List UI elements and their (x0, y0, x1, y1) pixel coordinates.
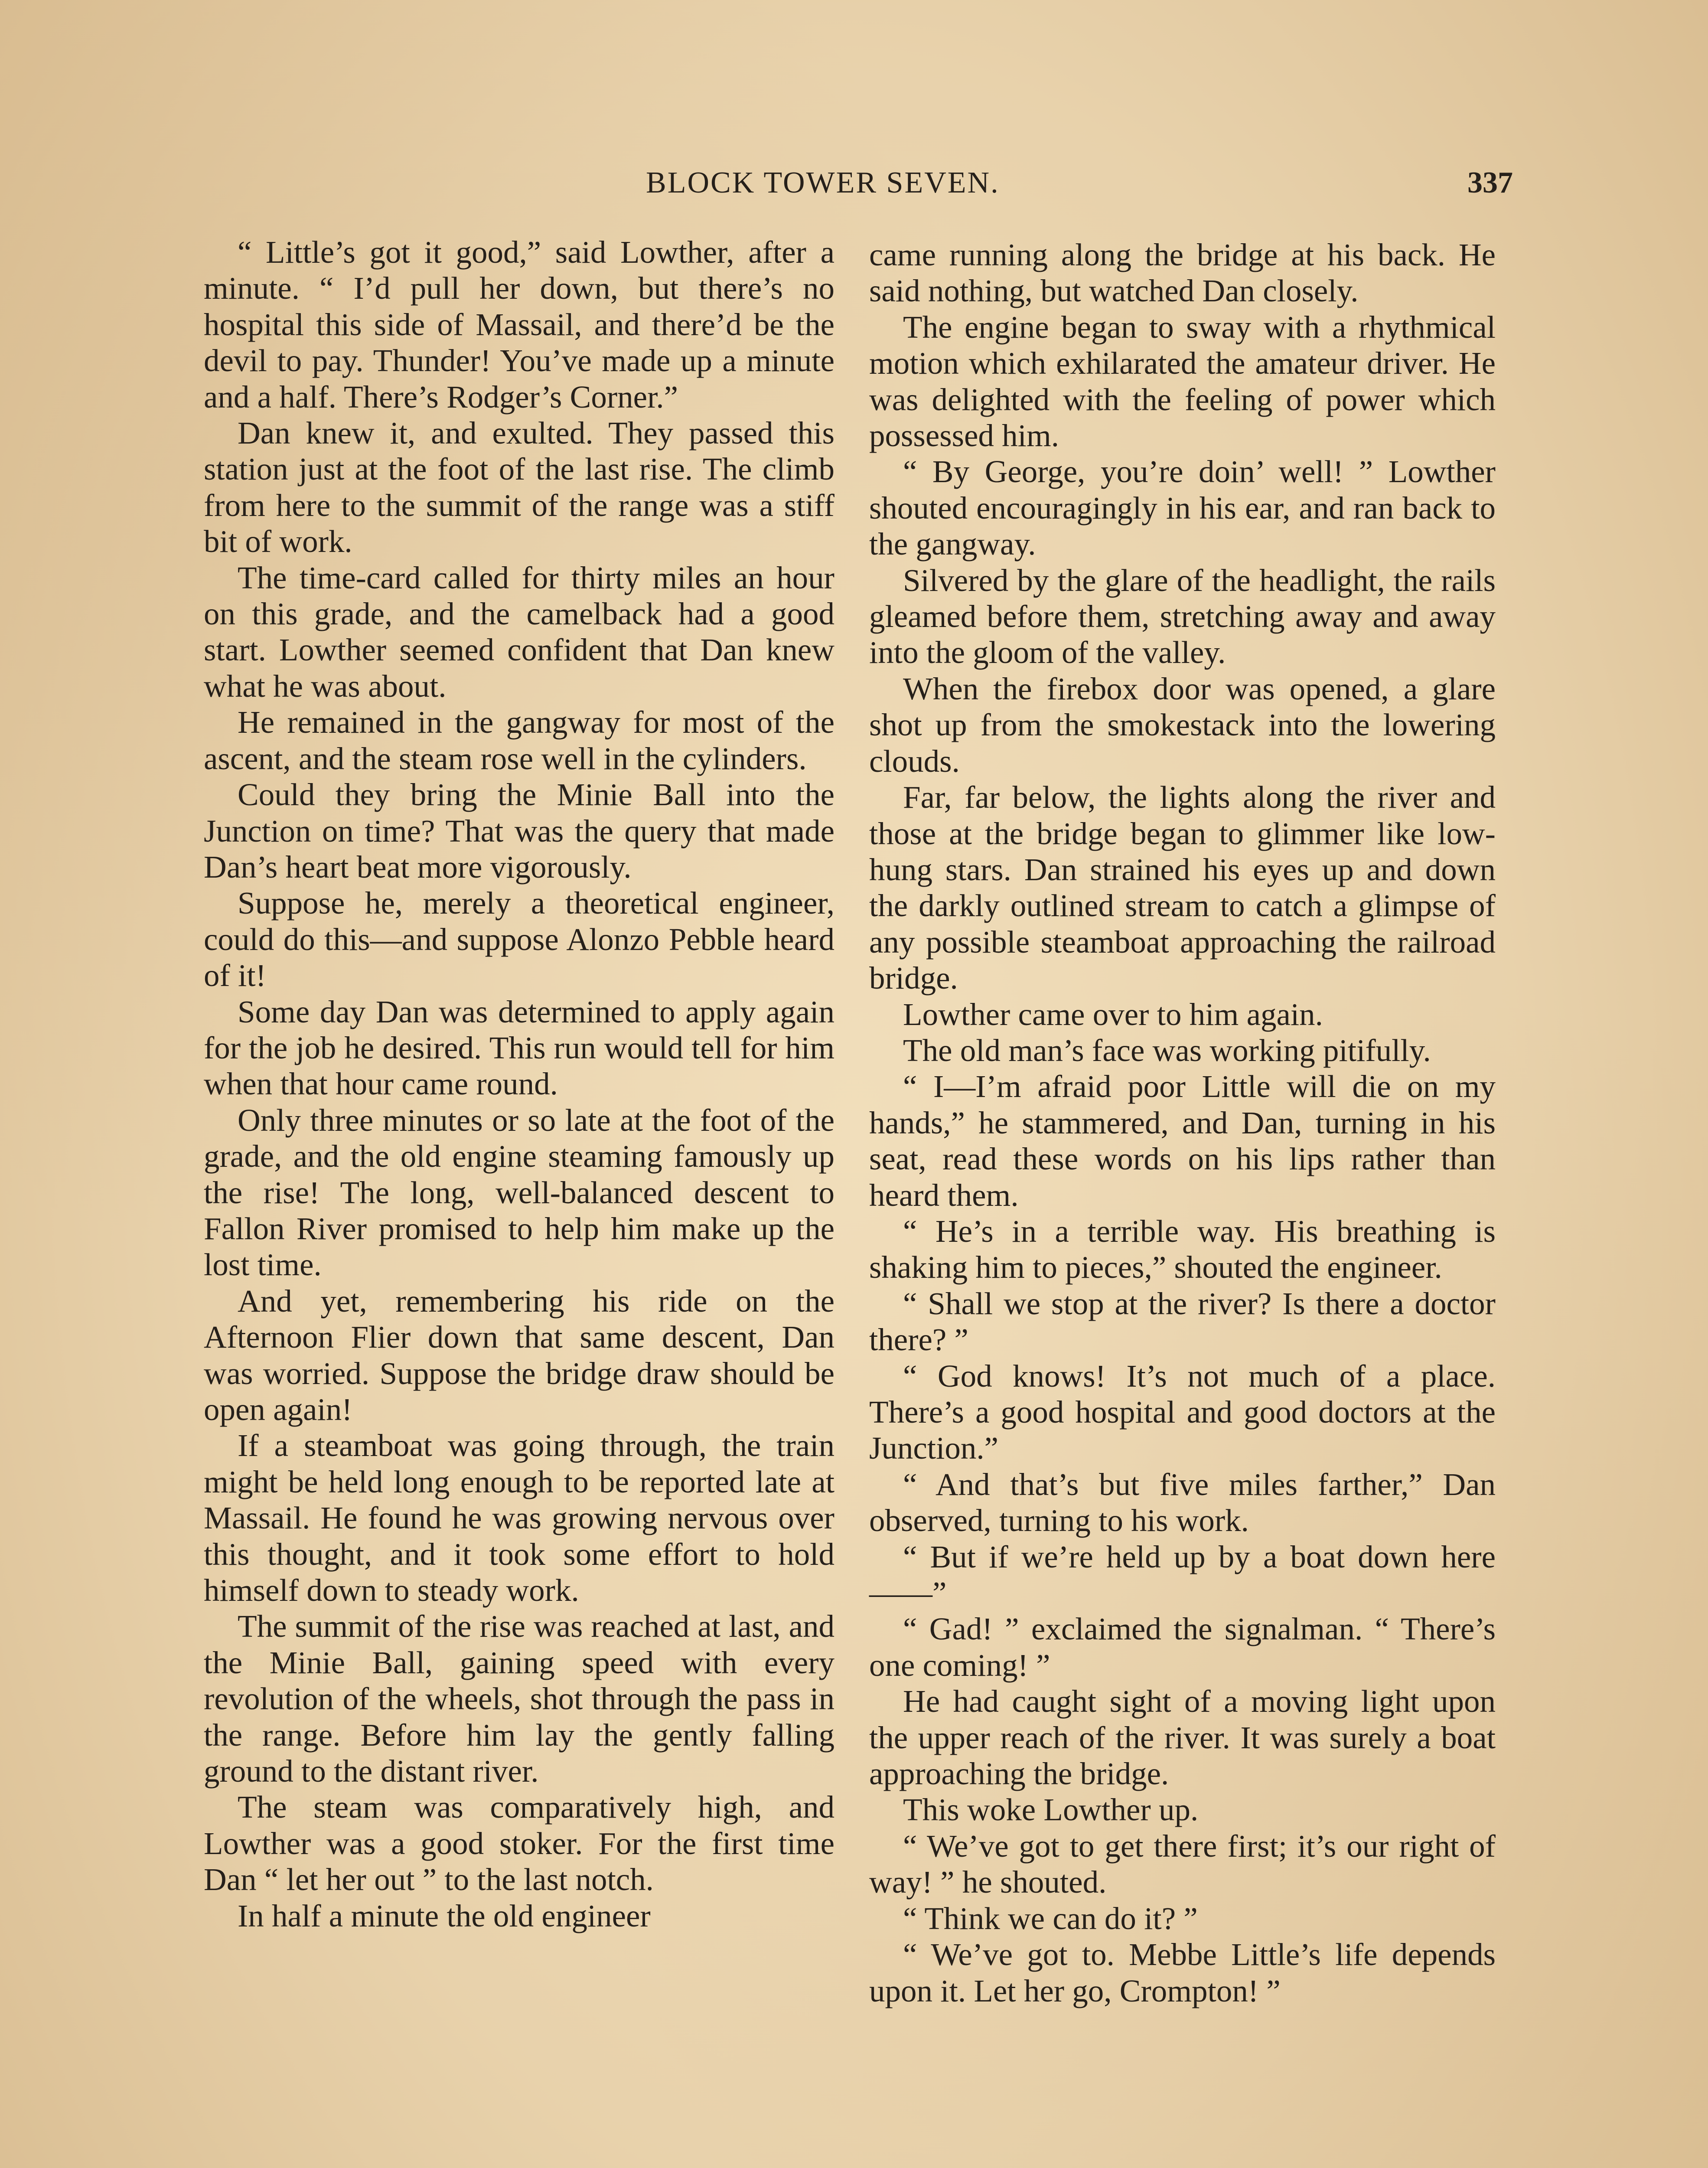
paragraph: The summit of the rise was reached at last, and the Minie Ball, gaining speed with every revolution of the wheels, shot through the pass in the range. Before him lay the gently falling ground to the distant river. (204, 1609, 834, 1789)
paragraph-continued: came running along the bridge at his back. He said nothing, but watched Dan closely. (869, 237, 1496, 309)
page-header (208, 166, 1513, 218)
paragraph: This woke Lowther up. (903, 1792, 1199, 1828)
running-head: BLOCK TOWER SEVEN. (646, 166, 1000, 199)
paragraph: “ But if we’re held up by a boat down here——” (869, 1539, 1496, 1611)
paragraph: “ I—I’m afraid poor Little will die on my hands,” he stammered, and Dan, turning in his seat, read these words on his lips rather than heard them. (869, 1069, 1496, 1213)
left-column (204, 234, 834, 1934)
paragraph: If a steamboat was going through, the train might be held long enough to be reported late at Massail. He found he was growing nervous over this thought, and it took some effort to hold himself down to steady work. (204, 1428, 834, 1608)
paragraph: “ God knows! It’s not much of a place. There’s a good hospital and good doctors at the Junction.” (869, 1358, 1496, 1466)
paragraph: Could they bring the Minie Ball into the Junction on time? That was the query that made Dan’s heart beat more vigorously. (204, 777, 834, 885)
paragraph: Suppose he, merely a theoretical engineer, could do this—and suppose Alonzo Pebble heard of it! (204, 885, 834, 993)
right-column (869, 237, 1496, 2009)
paragraph: “ He’s in a terrible way. His breathing is shaking him to pieces,” shouted the engineer. (869, 1213, 1496, 1285)
paragraph: Lowther came over to him again. (903, 996, 1323, 1032)
paragraph: “ Shall we stop at the river? Is there a doctor there? ” (869, 1286, 1496, 1358)
paragraph: “ Gad! ” exclaimed the signalman. “ There’s one coming! ” (869, 1611, 1496, 1683)
paragraph: And yet, remembering his ride on the Afternoon Flier down that same descent, Dan was worried. Suppose the bridge draw should be open again! (204, 1283, 834, 1427)
paragraph: Some day Dan was determined to apply again for the job he desired. This run would tell for him when that hour came round. (204, 994, 834, 1102)
page-number: 337 (1467, 166, 1513, 199)
paragraph: The old man’s face was working pitifully. (903, 1032, 1431, 1068)
paragraph: “ Think we can do it? ” (903, 1900, 1198, 1936)
paragraph: Far, far below, the lights along the river and those at the bridge began to glimmer like low-hung stars. Dan strained his eyes up and down the darkly outlined stream to catch a glimpse of any possible steamboat approaching the railroad bridge. (869, 780, 1496, 996)
paragraph: “ Little’s got it good,” said Lowther, after a minute. “ I’d pull her down, but there’s no hospital this side of Massail, and there’d be the devil to pay. Thunder! You’ve made up a minute and a half. There’s Rodger’s Corner.” (204, 235, 834, 415)
paragraph: He had caught sight of a moving light upon the upper reach of the river. It was surely a boat approaching the bridge. (869, 1684, 1496, 1792)
paragraph: “ By George, you’re doin’ well! ” Lowther shouted encouragingly in his ear, and ran back to the gangway. (869, 454, 1496, 562)
paragraph: Dan knew it, and exulted. They passed this station just at the foot of the last rise. The climb from here to the summit of the range was a stiff bit of work. (204, 415, 834, 559)
paragraph: Only three minutes or so late at the foot of the grade, and the old engine steaming famously up the rise! The long, well-balanced descent to Fallon River promised to help him make up the lost time. (204, 1102, 834, 1283)
paragraph: “ And that’s but five miles farther,” Dan observed, turning to his work. (869, 1466, 1496, 1538)
paragraph: The engine began to sway with a rhythmical motion which exhilarated the amateur driver. He was delighted with the feeling of power which possessed him. (869, 309, 1496, 454)
paragraph: When the firebox door was opened, a glare shot up from the smokestack into the lowering clouds. (869, 671, 1496, 779)
paragraph: “ We’ve got to get there first; it’s our right of way! ” he shouted. (869, 1828, 1496, 1900)
paragraph: He remained in the gangway for most of the ascent, and the steam rose well in the cylinders. (204, 705, 834, 776)
paragraph: “ We’ve got to. Mebbe Little’s life depends upon it. Let her go, Crompton! ” (869, 1937, 1496, 2008)
paragraph: The steam was comparatively high, and Lowther was a good stoker. For the first time Dan “ let her out ” to the last notch. (204, 1789, 834, 1897)
paragraph: The time-card called for thirty miles an hour on this grade, and the camelback had a good start. Lowther seemed confident that Dan knew what he was about. (204, 560, 834, 704)
paragraph: In half a minute the old engineer (238, 1898, 651, 1933)
paragraph: Silvered by the glare of the headlight, the rails gleamed before them, stretching away and away into the gloom of the valley. (869, 562, 1496, 670)
